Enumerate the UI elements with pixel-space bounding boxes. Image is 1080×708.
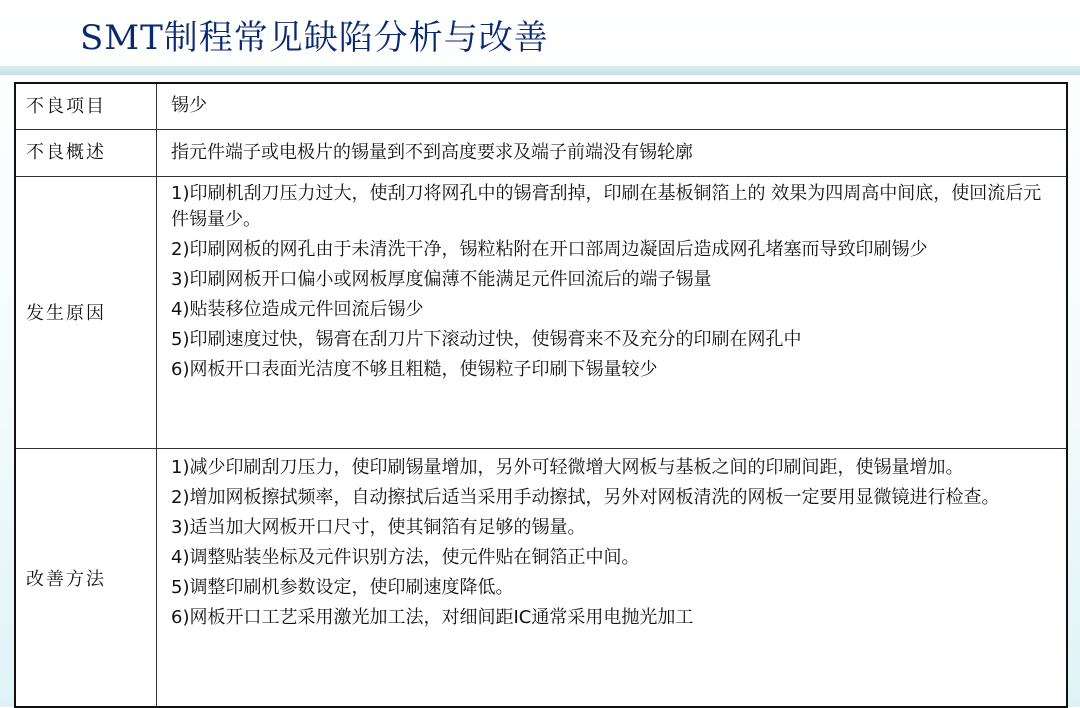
defect-description-text: 指元件端子或电极片的锡量到不到高度要求及端子前端没有锡轮廓	[171, 141, 693, 163]
cause-item: 3)印刷网板开口偏小或网板厚度偏薄不能满足元件回流后的端子锡量	[171, 269, 712, 290]
improvement-item: 5)调整印刷机参数设定，使印刷速度降低。	[171, 577, 514, 598]
row-label-causes: 发生原因	[15, 177, 157, 449]
improvement-item: 2)增加网板擦拭频率，自动擦拭后适当采用手动擦拭，另外对网板清洗的网板一定要用显微镜进行检查。	[171, 487, 1000, 508]
cause-item: 5)印刷速度过快，锡膏在刮刀片下滚动过快，使锡膏来不及充分的印刷在网孔中	[171, 329, 802, 350]
improvement-item: 3)适当加大网板开口尺寸，使其铜箔有足够的锡量。	[171, 517, 586, 538]
cause-item: 1)印刷机刮刀压力过大，使刮刀将网孔中的锡膏刮掉，印刷在基板铜箔上的 效果为四周高中间底，使回流后元件锡量少。	[171, 183, 1042, 230]
row-label-improvements: 改善方法	[15, 449, 157, 708]
row-value-defect-description	[157, 130, 1068, 177]
defect-item-text: 锡少	[171, 95, 207, 116]
cause-item: 2)印刷网板的网孔由于未清洗干净，锡粒粘附在开口部周边凝固后造成网孔堵塞而导致印刷锡少	[171, 239, 928, 260]
page-title: SMT制程常见缺陷分析与改善	[80, 18, 549, 58]
table-row-causes	[15, 177, 1067, 449]
row-value-improvements	[157, 449, 1068, 708]
row-value-defect-item	[157, 83, 1068, 130]
table-row-defect-description	[15, 130, 1067, 177]
defect-analysis-table	[14, 82, 1068, 708]
improvement-item: 1)减少印刷刮刀压力，使印刷锡量增加，另外可轻微增大网板与基板之间的印刷间距，使锡量增加。	[171, 457, 964, 478]
row-label-defect-description: 不良概述	[15, 130, 157, 177]
improvement-item: 6)网板开口工艺采用激光加工法，对细间距IC通常采用电抛光加工	[171, 607, 694, 628]
table-row-improvements	[15, 449, 1067, 708]
cause-item: 6)网板开口表面光洁度不够且粗糙，使锡粒子印刷下锡量较少	[171, 359, 658, 380]
table-row-defect-item	[15, 83, 1067, 130]
title-divider-bar	[0, 66, 1080, 75]
row-label-defect-item: 不良项目	[15, 83, 157, 130]
row-value-causes	[157, 177, 1068, 449]
cause-item: 4)贴装移位造成元件回流后锡少	[171, 299, 424, 320]
improvement-item: 4)调整贴装坐标及元件识别方法，使元件贴在铜箔正中间。	[171, 547, 640, 568]
